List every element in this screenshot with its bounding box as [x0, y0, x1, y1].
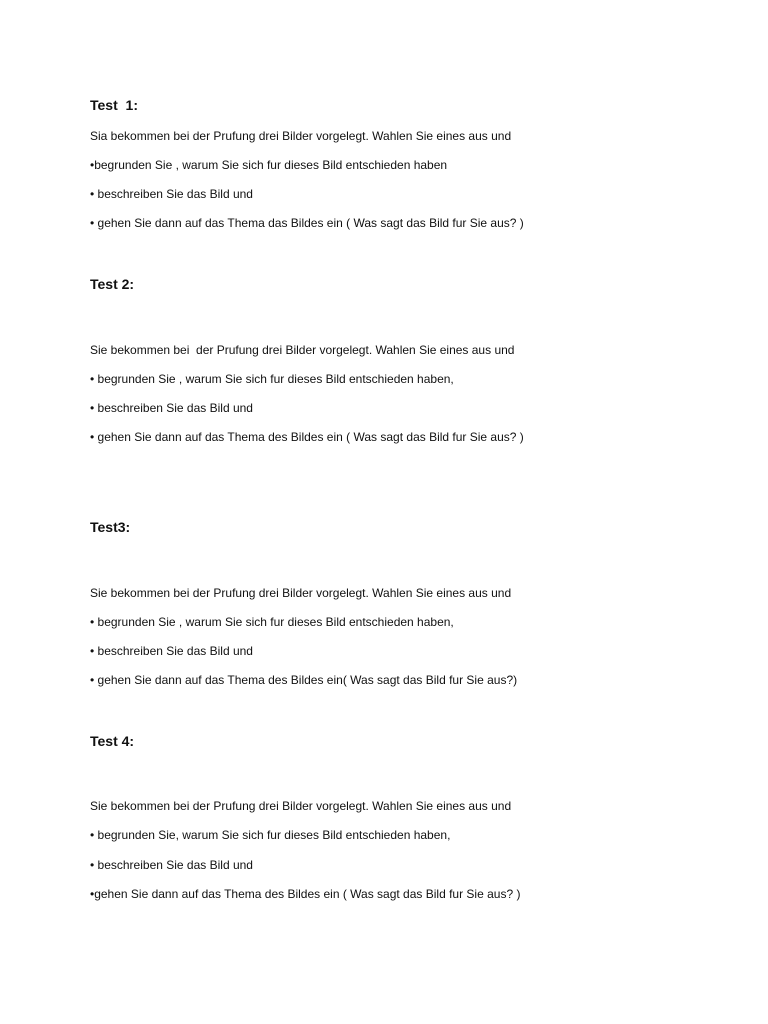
- test-section-2: [90, 275, 710, 444]
- bullet-line: • begrunden Sie, warum Sie sich fur dieses Bild entschieden haben,: [90, 828, 451, 842]
- test-section-3: [90, 518, 710, 687]
- section-heading: Test 4:: [90, 733, 135, 749]
- bullet-line: • beschreiben Sie das Bild und: [90, 187, 253, 201]
- test-section-4: [90, 732, 710, 901]
- section-heading: Test3:: [90, 519, 131, 535]
- bullet-line: • beschreiben Sie das Bild und: [90, 858, 253, 872]
- bullet-line: • beschreiben Sie das Bild und: [90, 401, 253, 415]
- bullet-line: • begrunden Sie , warum Sie sich fur dieses Bild entschieden haben,: [90, 615, 454, 629]
- intro-line: Sie bekommen bei der Prufung drei Bilder vorgelegt. Wahlen Sie eines aus und: [90, 799, 512, 813]
- section-heading: Test 1:: [90, 97, 138, 113]
- bullet-line: •gehen Sie dann auf das Thema des Bildes ein ( Was sagt das Bild fur Sie aus? ): [90, 887, 521, 901]
- bullet-line: •begrunden Sie , warum Sie sich fur dieses Bild entschieden haben: [90, 158, 448, 172]
- intro-line: Sie bekommen bei der Prufung drei Bilder vorgelegt. Wahlen Sie eines aus und: [90, 343, 515, 357]
- bullet-line: • gehen Sie dann auf das Thema des Bildes ein ( Was sagt das Bild fur Sie aus? ): [90, 430, 524, 444]
- bullet-line: • beschreiben Sie das Bild und: [90, 644, 253, 658]
- bullet-line: • gehen Sie dann auf das Thema das Bildes ein ( Was sagt das Bild fur Sie aus? ): [90, 216, 524, 230]
- test-section-1: [90, 96, 710, 230]
- intro-line: Sia bekommen bei der Prufung drei Bilder vorgelegt. Wahlen Sie eines aus und: [90, 129, 512, 143]
- bullet-line: • begrunden Sie , warum Sie sich fur dieses Bild entschieden haben,: [90, 372, 454, 386]
- intro-line: Sie bekommen bei der Prufung drei Bilder vorgelegt. Wahlen Sie eines aus und: [90, 586, 512, 600]
- section-heading: Test 2:: [90, 276, 135, 292]
- bullet-line: • gehen Sie dann auf das Thema des Bildes ein( Was sagt das Bild fur Sie aus?): [90, 673, 518, 687]
